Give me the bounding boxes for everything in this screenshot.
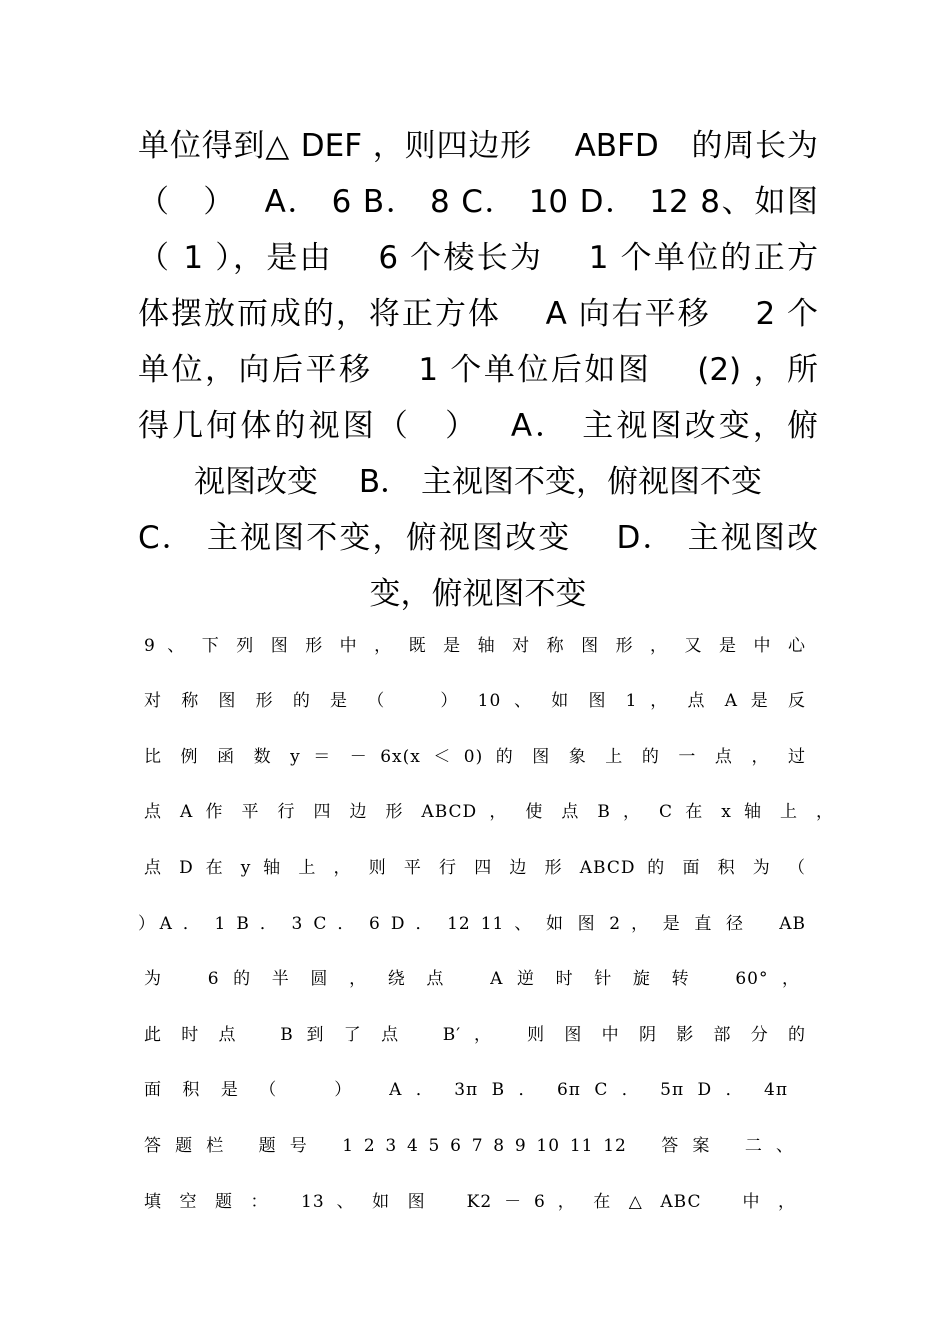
text-line: 答 题 栏 题 号 1 2 3 4 5 6 7 8 9 10 11 12 答 案 二 、 xyxy=(144,1136,794,1156)
text-line: C． 主视图不变，俯视图改变 D． 主视图改 xyxy=(138,520,818,556)
text-line: 此 时 点 B 到 了 点 B′ ， 则 图 中 阴 影 部 分 的 xyxy=(144,1025,806,1045)
text-line: 视图改变 B． 主视图不变，俯视图不变 xyxy=(194,464,762,500)
text-line: 面 积 是 （ ） A ． 3π B ． 6π C ． 5π D ． 4π xyxy=(144,1080,788,1100)
text-line: 变，俯视图不变 xyxy=(369,576,587,612)
text-line: 比 例 函 数 y ＝ － 6x(x ＜ 0) 的 图 象 上 的 一 点 ， 过 xyxy=(144,747,806,767)
text-line: 点 A 作 平 行 四 边 形 ABCD ， 使 点 B ， C 在 x 轴 上 ， xyxy=(144,802,834,822)
text-line: 单位，向后平移 1 个单位后如图 (2) ，所 xyxy=(138,352,818,388)
text-line: 9 、 下 列 图 形 中 ， 既 是 轴 对 称 图 形 ， 又 是 中 心 xyxy=(144,636,806,656)
text-line: （ 1 ），是由 6 个棱长为 1 个单位的正方 xyxy=(138,240,818,276)
text-line: 体摆放而成的，将正方体 A 向右平移 2 个 xyxy=(138,296,818,332)
text-line: 得几何体的视图（ ） A． 主视图改变，俯 xyxy=(138,408,818,444)
text-line: 点 D 在 y 轴 上 ， 则 平 行 四 边 形 ABCD 的 面 积 为 （ xyxy=(144,858,806,878)
text-line: 对 称 图 形 的 是 （ ） 10 、 如 图 1 ， 点 A 是 反 xyxy=(144,691,806,711)
text-line: ）A ． 1 B ． 3 C ． 6 D ． 12 11 、 如 图 2 ， 是 直 径 AB xyxy=(138,914,806,934)
text-line: 单位得到△ DEF ，则四边形 ABFD 的周长为 xyxy=(138,128,818,164)
text-line: 为 6 的 半 圆 ， 绕 点 A 逆 时 针 旋 转 60° ， xyxy=(144,969,800,989)
text-line: 填 空 题 ： 13 、 如 图 K2 － 6 ， 在 △ ABC 中 ， xyxy=(144,1192,796,1212)
text-line: （ ） A． 6 B． 8 C． 10 D． 12 8、如图 xyxy=(138,184,818,220)
